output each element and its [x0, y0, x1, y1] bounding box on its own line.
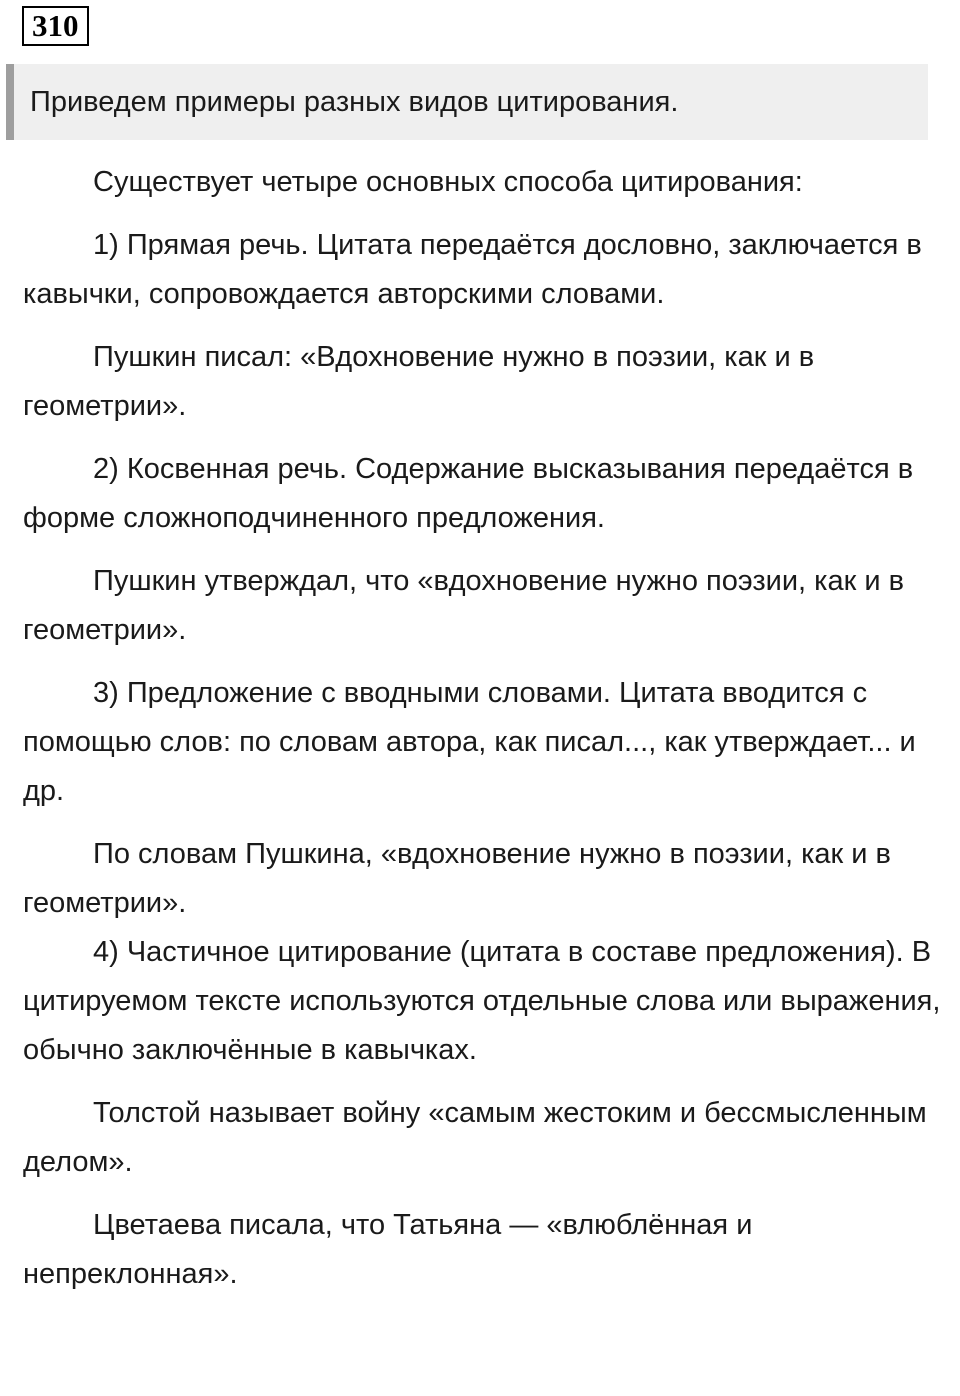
paragraph-example-1: Пушкин писал: «Вдохновение нужно в поэзии, как и в геометрии».	[23, 341, 815, 422]
paragraph-intro: Существует четыре основных способа цитирования:	[93, 166, 803, 198]
paragraph-method-1: 1) Прямая речь. Цитата передаётся дословно, заключается в кавычки, сопровождается авторскими словами.	[23, 229, 922, 310]
paragraph-example-4b: Цветаева писала, что Татьяна — «влюблённая и непреклонная».	[23, 1209, 753, 1290]
paragraph-method-2: 2) Косвенная речь. Содержание высказывания передаётся в форме сложноподчиненного предложения.	[23, 453, 914, 534]
paragraph-method-3: 3) Предложение с вводными словами. Цитата вводится с помощью слов: по словам автора, как писал..., как утверждает... и др.	[23, 677, 916, 807]
task-banner-text: Приведем примеры разных видов цитирования.	[30, 86, 679, 118]
paragraph-example-2: Пушкин утверждал, что «вдохновение нужно поэзии, как и в геометрии».	[23, 565, 905, 646]
task-banner	[6, 64, 928, 140]
paragraph-method-4: 4) Частичное цитирование (цитата в составе предложения). В цитируемом тексте используются отдельные слова или выражения, обычно заключённые в кавычках.	[23, 936, 941, 1066]
paragraph-example-4a: Толстой называет войну «самым жестоким и бессмысленным делом».	[23, 1097, 927, 1178]
task-number-badge: 310	[22, 6, 89, 46]
paragraph-example-3: По словам Пушкина, «вдохновение нужно в поэзии, как и в геометрии».	[23, 838, 891, 919]
answer-text	[23, 158, 953, 1313]
